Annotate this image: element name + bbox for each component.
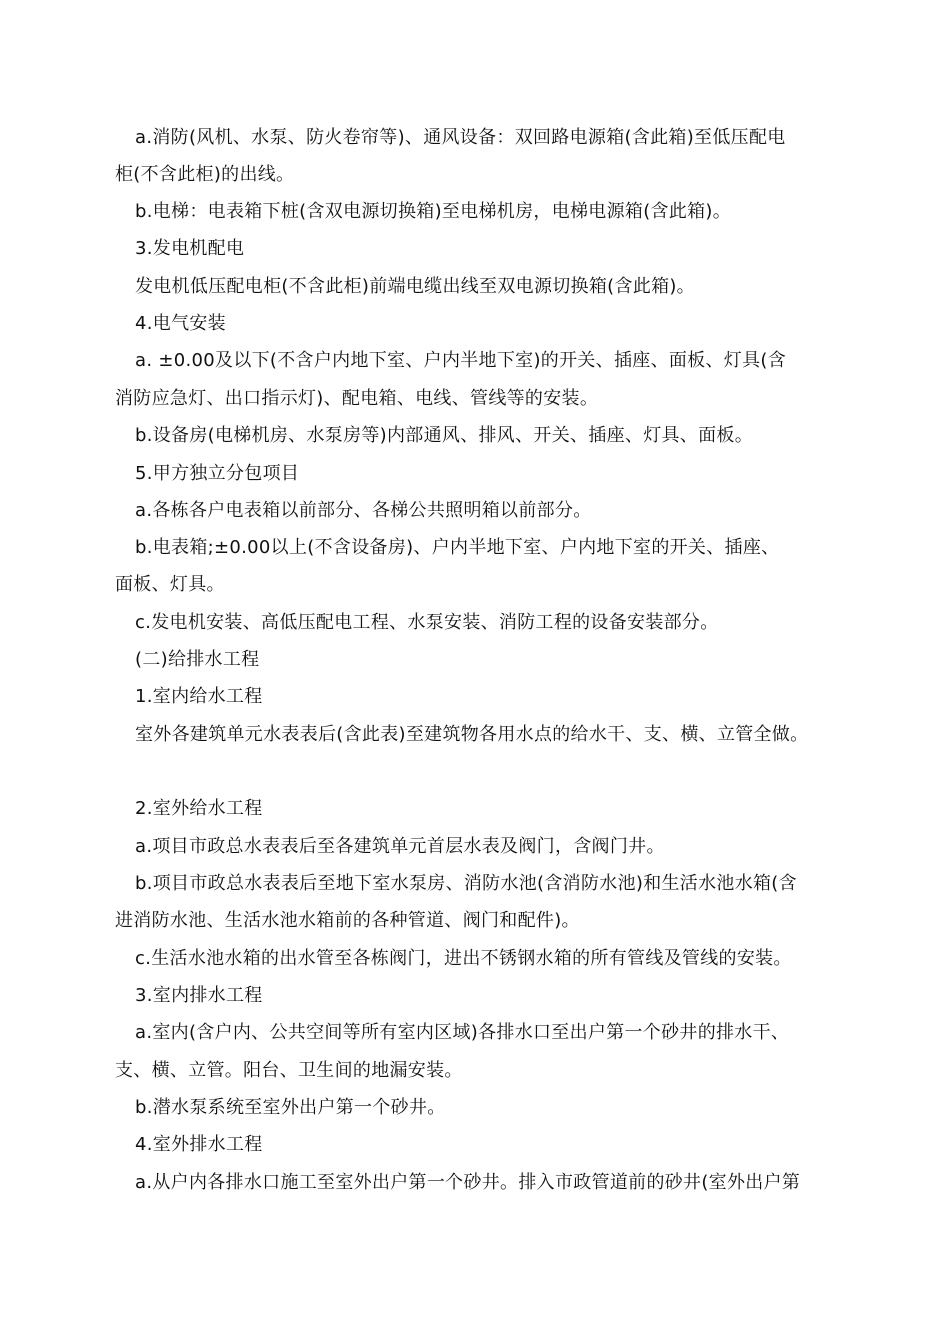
text-line: b.电表箱;±0.00以上(不含设备房)、户内半地下室、户内地下室的开关、插座、 [135, 537, 780, 558]
text-line: 支、横、立管。阳台、卫生间的地漏安装。 [115, 1060, 463, 1081]
section-heading: 4.电气安装 [135, 313, 226, 334]
chapter-heading: (二)给排水工程 [135, 649, 260, 670]
section-heading: 5.甲方独立分包项目 [135, 463, 300, 484]
text-line: a.室内(含户内、公共空间等所有室内区域)各排水口至出户第一个砂井的排水干、 [135, 1022, 790, 1043]
section-heading: 4.室外排水工程 [135, 1134, 263, 1155]
text-line: c.生活水池水箱的出水管至各栋阀门，进出不锈钢水箱的所有管线及管线的安装。 [135, 948, 792, 969]
text-line: a. ±0.00及以下(不含户内地下室、户内半地下室)的开关、插座、面板、灯具(含 [135, 350, 786, 371]
section-heading: 1.室内给水工程 [135, 686, 263, 707]
section-heading: 2.室外给水工程 [135, 798, 263, 819]
text-line: 面板、灯具。 [115, 574, 225, 595]
text-line: b.项目市政总水表表后至地下室水泵房、消防水池(含消防水池)和生活水池水箱(含 [135, 873, 797, 894]
text-line: a.各栋各户电表箱以前部分、各梯公共照明箱以前部分。 [135, 500, 592, 521]
text-line: 柜(不含此柜)的出线。 [115, 164, 295, 185]
text-line: b.潜水泵系统至室外出户第一个砂井。 [135, 1097, 446, 1118]
text-line: 室外各建筑单元水表表后(含此表)至建筑物各用水点的给水干、支、横、立管全做。 [135, 724, 809, 745]
section-heading: 3.室内排水工程 [135, 985, 263, 1006]
text-line: b.设备房(电梯机房、水泵房等)内部通风、排风、开关、插座、灯具、面板。 [135, 425, 753, 446]
text-line: b.电梯：电表箱下桩(含双电源切换箱)至电梯机房，电梯电源箱(含此箱)。 [135, 201, 732, 222]
text-line: 进消防水池、生活水池水箱前的各种管道、阀门和配件)。 [115, 910, 580, 931]
text-line: 发电机低压配电柜(不含此柜)前端电缆出线至双电源切换箱(含此箱)。 [135, 276, 695, 297]
text-line: a.消防(风机、水泵、防火卷帘等)、通风设备：双回路电源箱(含此箱)至低压配电 [135, 127, 786, 148]
section-heading: 3.发电机配电 [135, 238, 245, 259]
text-line: a.从户内各排水口施工至室外出户第一个砂井。排入市政管道前的砂井(室外出户第 [135, 1172, 801, 1193]
text-line: c.发电机安装、高低压配电工程、水泵安装、消防工程的设备安装部分。 [135, 612, 719, 633]
text-line: 消防应急灯、出口指示灯)、配电箱、电线、管线等的安装。 [115, 388, 599, 409]
text-line: a.项目市政总水表表后至各建筑单元首层水表及阀门，含阀门井。 [135, 836, 665, 857]
